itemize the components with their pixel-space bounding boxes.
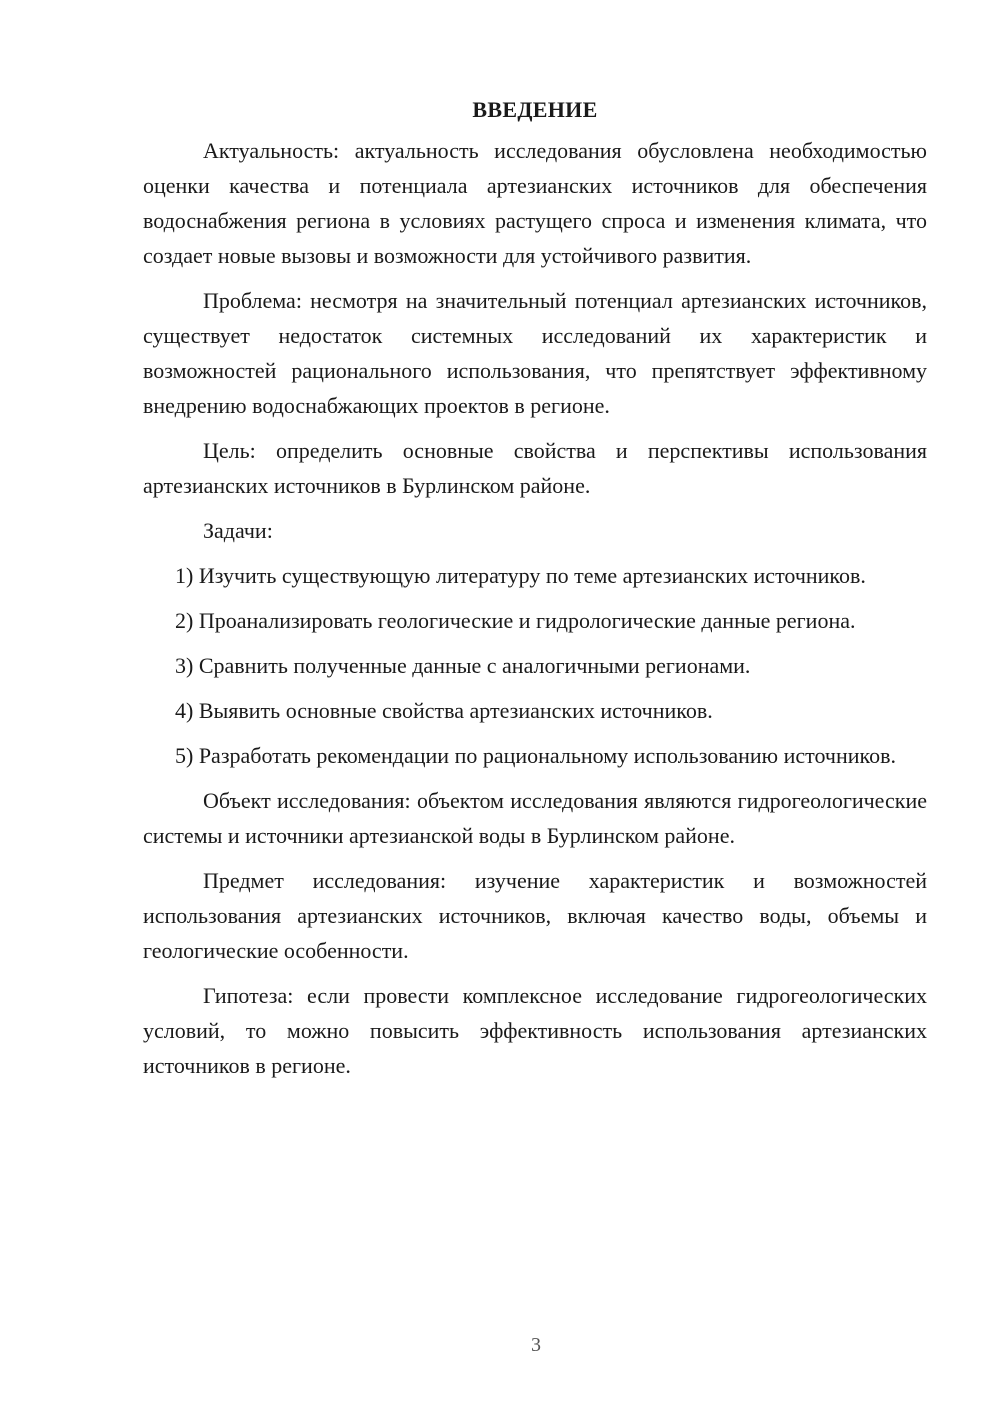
tasks-heading: Задачи:	[203, 518, 273, 543]
paragraph-problem: Проблема: несмотря на значительный потенциал артезианских источников, существует недостаток системных исследований их характеристик и возможностей рационального использования, что препятствует эффективному внедрению водоснабжающих проектов в регионе.	[143, 288, 927, 418]
paragraph-object: Объект исследования: объектом исследования являются гидрогеологические системы и источники артезианской воды в Бурлинском районе.	[143, 788, 927, 848]
tasks-list	[143, 558, 927, 773]
task-item: 1) Изучить существующую литературу по теме артезианских источников.	[175, 563, 866, 588]
paragraph-hypothesis: Гипотеза: если провести комплексное исследование гидрогеологических условий, то можно повысить эффективность использования артезианских источников в регионе.	[143, 983, 927, 1078]
page-number: 3	[531, 1334, 541, 1356]
document-page	[143, 93, 927, 1093]
paragraph-subject: Предмет исследования: изучение характеристик и возможностей использования артезианских источников, включая качество воды, объемы и геологические особенности.	[143, 868, 927, 963]
page-title: ВВЕДЕНИЕ	[472, 97, 598, 122]
paragraph-goal: Цель: определить основные свойства и перспективы использования артезианских источников в Бурлинском районе.	[143, 438, 927, 498]
task-item: 3) Сравнить полученные данные с аналогичными регионами.	[175, 653, 751, 678]
task-item: 5) Разработать рекомендации по рациональному использованию источников.	[175, 743, 896, 768]
task-item: 4) Выявить основные свойства артезианских источников.	[175, 698, 713, 723]
task-item: 2) Проанализировать геологические и гидрологические данные региона.	[175, 608, 856, 633]
paragraph-relevance: Актуальность: актуальность исследования обусловлена необходимостью оценки качества и потенциала артезианских источников для обеспечения водоснабжения региона в условиях растущего спроса и изменения климата, что создает новые вызовы и возможности для устойчивого развития.	[143, 138, 927, 268]
